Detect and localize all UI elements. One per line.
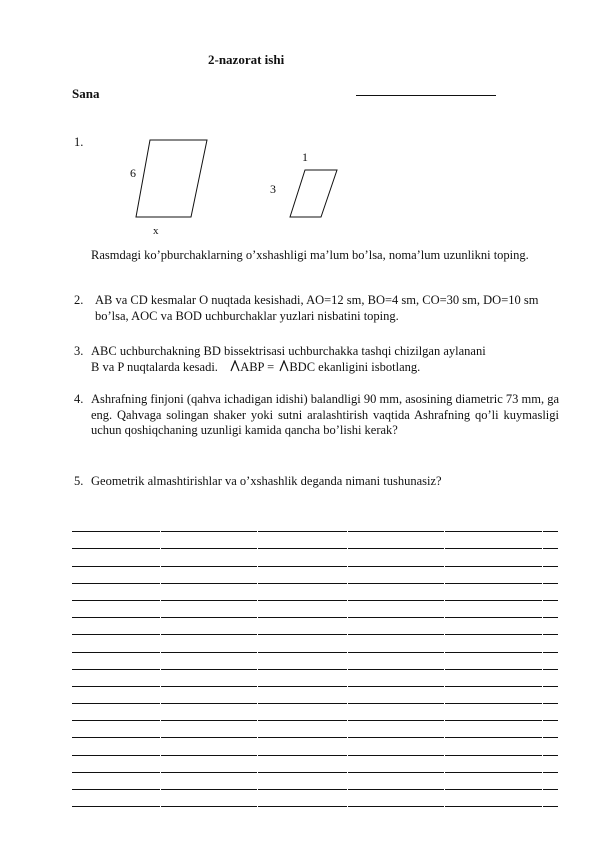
line-gap	[257, 653, 258, 670]
answer-line[interactable]	[72, 567, 558, 584]
line-gap	[444, 687, 445, 704]
line-gap	[444, 601, 445, 618]
line-gap	[444, 704, 445, 721]
line-gap	[542, 653, 543, 670]
line-gap	[347, 790, 348, 807]
angle-icon	[279, 360, 289, 372]
side-label-1: 1	[302, 150, 308, 164]
answer-line[interactable]	[72, 549, 558, 566]
line-gap	[160, 670, 161, 687]
line-gap	[160, 549, 161, 566]
line-gap	[257, 618, 258, 635]
line-gap	[542, 601, 543, 618]
line-gap	[257, 515, 258, 532]
answer-line[interactable]	[72, 515, 558, 532]
line-gap	[542, 773, 543, 790]
line-gap	[444, 567, 445, 584]
line-gap	[257, 532, 258, 549]
answer-line[interactable]	[72, 670, 558, 687]
line-gap	[347, 618, 348, 635]
line-gap	[160, 756, 161, 773]
line-gap	[160, 687, 161, 704]
answer-lines[interactable]	[72, 515, 558, 807]
line-gap	[257, 635, 258, 652]
line-gap	[257, 704, 258, 721]
line-gap	[257, 584, 258, 601]
answer-line[interactable]	[72, 601, 558, 618]
line-gap	[542, 738, 543, 755]
task-3-number: 3.	[74, 344, 84, 358]
line-gap	[444, 653, 445, 670]
side-label-3: 3	[270, 182, 276, 196]
answer-line[interactable]	[72, 790, 558, 807]
line-gap	[160, 704, 161, 721]
line-gap	[160, 790, 161, 807]
answer-line[interactable]	[72, 584, 558, 601]
line-gap	[257, 738, 258, 755]
line-gap	[347, 653, 348, 670]
line-gap	[347, 704, 348, 721]
small-parallelogram	[290, 170, 337, 217]
line-gap	[257, 601, 258, 618]
task-3-line2-part-c: BDC ekanligini isbotlang.	[289, 360, 421, 374]
task-3-line2-part-a: B va P nuqtalarda kesadi.	[91, 360, 218, 374]
line-gap	[160, 532, 161, 549]
line-gap	[257, 670, 258, 687]
answer-line[interactable]	[72, 704, 558, 721]
line-gap	[444, 549, 445, 566]
line-gap	[444, 738, 445, 755]
side-label-6: 6	[130, 166, 136, 180]
line-gap	[347, 635, 348, 652]
line-gap	[542, 515, 543, 532]
page-title: 2-nazorat ishi	[208, 52, 285, 67]
answer-line[interactable]	[72, 532, 558, 549]
task-4-text: Ashrafning finjoni (qahva ichadigan idishi) balandligi 90 mm, asosining diametric 73 mm, ga eng. Qahvaga solingan shaker yoki sutni aralashtirish vaqtida Ashrafning qo’li kuymasligi uchun qoshiqchaning uzunligi kamida qancha bo’lishi kerak?	[91, 392, 559, 437]
line-gap	[347, 738, 348, 755]
line-gap	[160, 584, 161, 601]
line-gap	[347, 687, 348, 704]
answer-line[interactable]	[72, 756, 558, 773]
answer-line[interactable]	[72, 738, 558, 755]
line-gap	[542, 704, 543, 721]
line-gap	[542, 584, 543, 601]
task-5-text: Geometrik almashtirishlar va o’xshashlik deganda nimani tushunasiz?	[91, 474, 442, 488]
task-3-line2	[91, 360, 561, 376]
line-gap	[542, 790, 543, 807]
line-gap	[257, 790, 258, 807]
line-gap	[160, 721, 161, 738]
line-gap	[160, 773, 161, 790]
line-gap	[160, 618, 161, 635]
answer-line[interactable]	[72, 635, 558, 652]
side-label-x: x	[153, 225, 159, 237]
line-gap	[542, 549, 543, 566]
line-gap	[444, 773, 445, 790]
line-gap	[542, 567, 543, 584]
line-gap	[444, 756, 445, 773]
task-3-line2-part-b: ABP =	[240, 360, 275, 374]
line-gap	[347, 584, 348, 601]
line-gap	[542, 618, 543, 635]
line-gap	[542, 532, 543, 549]
line-gap	[347, 601, 348, 618]
line-gap	[347, 532, 348, 549]
line-gap	[347, 756, 348, 773]
line-gap	[444, 790, 445, 807]
line-gap	[257, 687, 258, 704]
similar-parallelograms-figure	[120, 130, 360, 240]
line-gap	[160, 567, 161, 584]
line-gap	[444, 721, 445, 738]
line-gap	[444, 584, 445, 601]
line-gap	[257, 721, 258, 738]
line-gap	[444, 618, 445, 635]
line-gap	[160, 635, 161, 652]
line-gap	[257, 567, 258, 584]
task-1-text: Rasmdagi ko’pburchaklarning o’xshashligi ma’lum bo’lsa, noma’lum uzunlikni toping.	[91, 248, 529, 262]
line-gap	[347, 549, 348, 566]
line-gap	[347, 567, 348, 584]
task-5-number: 5.	[74, 474, 84, 488]
answer-line[interactable]	[72, 721, 558, 738]
line-gap	[160, 738, 161, 755]
date-label: Sana	[72, 86, 100, 101]
line-gap	[542, 721, 543, 738]
line-gap	[257, 549, 258, 566]
line-gap	[542, 687, 543, 704]
line-gap	[444, 532, 445, 549]
task-2-number: 2.	[74, 293, 84, 307]
line-gap	[257, 773, 258, 790]
answer-line[interactable]	[72, 773, 558, 790]
line-gap	[542, 635, 543, 652]
answer-line[interactable]	[72, 653, 558, 670]
line-gap	[444, 635, 445, 652]
date-blank-line	[356, 95, 496, 96]
line-gap	[542, 670, 543, 687]
line-gap	[257, 756, 258, 773]
line-gap	[347, 515, 348, 532]
line-gap	[160, 653, 161, 670]
task-1-number: 1.	[74, 135, 84, 149]
line-gap	[347, 670, 348, 687]
line-gap	[160, 515, 161, 532]
line-gap	[160, 601, 161, 618]
line-gap	[444, 670, 445, 687]
line-gap	[347, 721, 348, 738]
answer-line[interactable]	[72, 687, 558, 704]
task-2-text: AB va CD kesmalar O nuqtada kesishadi, AO=12 sm, BO=4 sm, CO=30 sm, DO=10 sm bo’lsa, AOC va BOD uchburchaklar yuzlari nisbatini toping.	[95, 293, 539, 323]
line-gap	[542, 756, 543, 773]
task-3-line1: ABC uchburchakning BD bissektrisasi uchburchakka tashqi chizilgan aylanani	[91, 344, 486, 358]
task-4-number: 4.	[74, 392, 84, 406]
answer-line[interactable]	[72, 618, 558, 635]
large-parallelogram	[136, 140, 207, 217]
line-gap	[347, 773, 348, 790]
line-gap	[444, 515, 445, 532]
angle-icon	[230, 360, 240, 372]
